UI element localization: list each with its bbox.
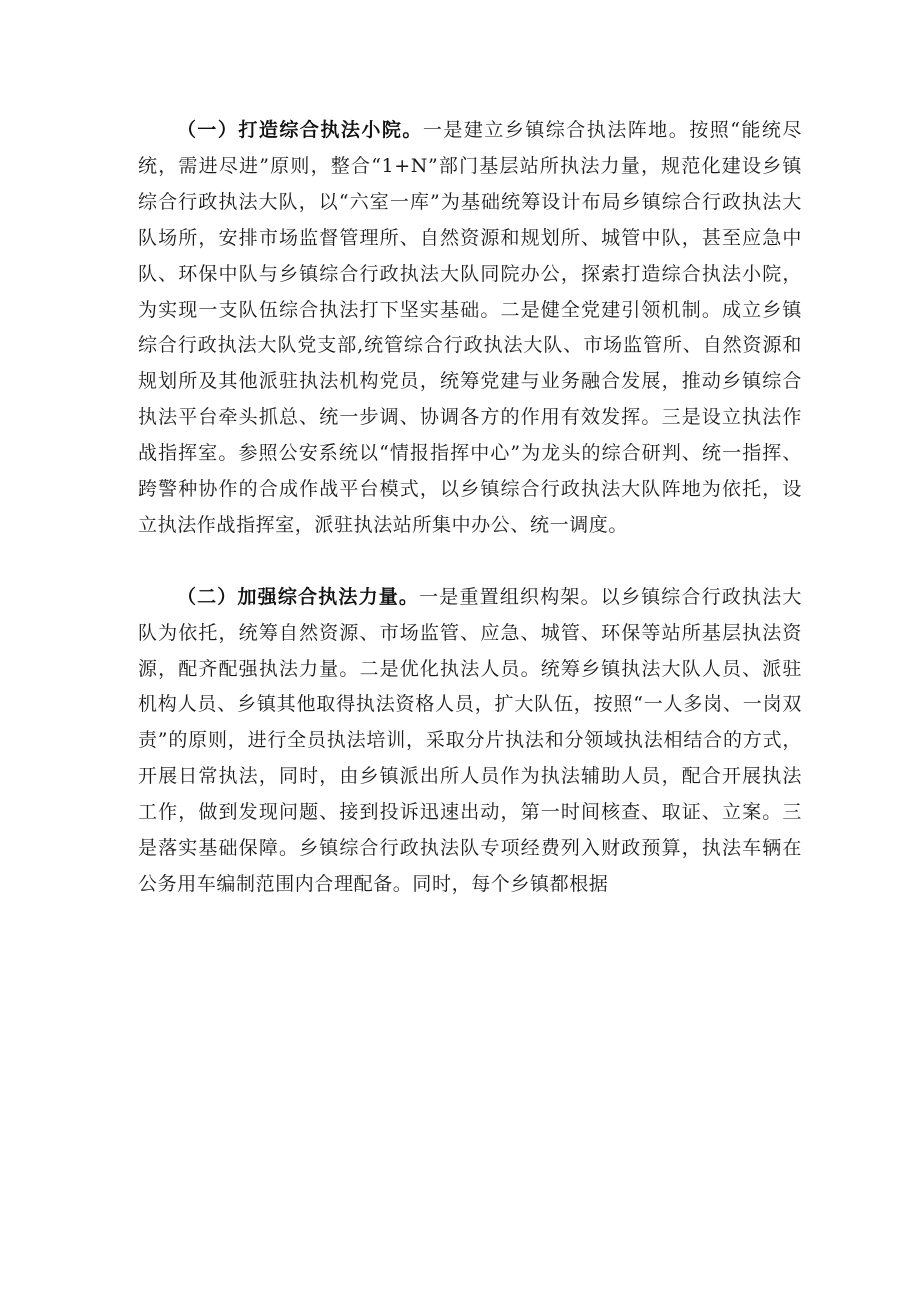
section-heading-two: （二）加强综合执法力量。 (176, 585, 420, 608)
section-heading-one: （一）打造综合执法小院。 (176, 119, 423, 141)
paragraph-text-one: 一是建立乡镇综合执法阵地。按照“能统尽统，需进尽进”原则，整合“1+N”部门基层站所执法力量，规范化建设乡镇综合行政执法大队，以“六室一库”为基础统筹设计布局乡镇综合行政执法大队场所，安排市场监督管理所、自然资源和规划所、城管中队，甚至应急中队、环保中队与乡镇综合行政执法大队同院办公，探索打造综合执法小院，为实现一支队伍综合执法打下坚实基础。二是健全党建引领机制。成立乡镇综合行政执法大队党支部,统管综合行政执法大队、市场监管所、自然资源和规划所及其他派驻执法机构党员，统筹党建与业务融合发展，推动乡镇综合执法平台牵头抓总、统一步调、协调各方的作用有效发挥。三是设立执法作战指挥室。参照公安系统以“情报指挥中心”为龙头的综合研判、统一指挥、跨警种协作的合成作战平台模式，以乡镇综合行政执法大队阵地为依托，设立执法作战指挥室，派驻执法站所集中办公、统一调度。 (138, 119, 802, 536)
paragraph-comprehensive-enforcement-courtyard (138, 113, 802, 544)
paragraph-enforcement-strength (138, 580, 802, 903)
document-body (138, 113, 802, 903)
paragraph-text-two: 一是重置组织构架。以乡镇综合行政执法大队为依托，统筹自然资源、市场监管、应急、城管、环保等站所基层执法资源，配齐配强执法力量。二是优化执法人员。统筹乡镇执法大队人员、派驻机构人员、乡镇其他取得执法资格人员，扩大队伍，按照“一人多岗、一岗双责”的原则，进行全员执法培训，采取分片执法和分领域执法相结合的方式，开展日常执法，同时，由乡镇派出所人员作为执法辅助人员，配合开展执法工作，做到发现问题、接到投诉迅速出动，第一时间核查、取证、立案。三是落实基础保障。乡镇综合行政执法队专项经费列入财政预算，执法车辆在公务用车编制范围内合理配备。同时，每个乡镇都根据 (138, 585, 802, 896)
